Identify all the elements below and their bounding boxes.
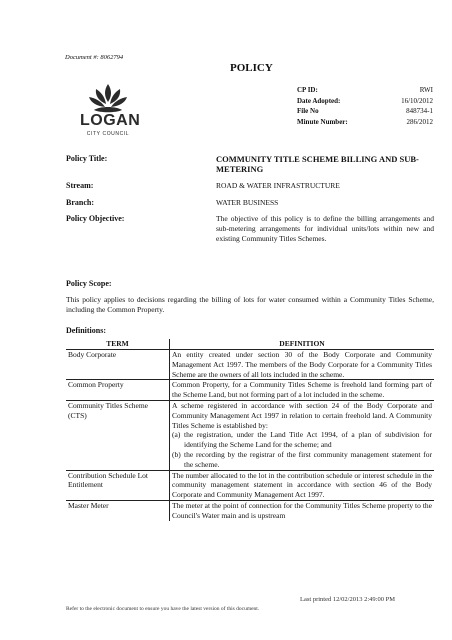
- term-header: TERM: [66, 339, 170, 350]
- list-item: [172, 430, 432, 450]
- definition-cell: The number allocated to the lot in the contribution schedule or interest schedule in the community management statement in accordance with section 46 of the Body Corporate and Community Management Act 1997.: [170, 470, 435, 500]
- stream-label: Stream:: [66, 181, 94, 190]
- table-row: [66, 350, 434, 380]
- term-cell: Body Corporate: [66, 350, 170, 380]
- branch-label: Branch:: [66, 198, 94, 207]
- meta-cp-id: CP ID: RWI: [297, 86, 433, 94]
- footer-note: Refer to the electronic document to ensure you have the latest version of this document.: [66, 606, 260, 612]
- list-text: the registration, under the Land Title Act 1994, of a plan of subdivision for identifying the Scheme Land for the scheme; and: [184, 430, 432, 450]
- logo-name: LOGAN: [80, 112, 141, 129]
- definition-cell: [170, 400, 435, 470]
- logo-subtitle: CITY COUNCIL: [86, 131, 130, 137]
- definitions-table: [66, 339, 434, 521]
- logan-city-council-logo: [80, 80, 141, 156]
- term-cell: Community Titles Scheme (CTS): [66, 400, 170, 470]
- branch-value: WATER BUSINESS: [216, 198, 279, 207]
- policy-title-label: Policy Title:: [66, 154, 108, 163]
- policy-meta: [297, 85, 433, 127]
- policy-title-value: COMMUNITY TITLE SCHEME BILLING AND SUB-METERING: [216, 154, 419, 174]
- table-row: [66, 380, 434, 401]
- stream-value: ROAD & WATER INFRASTRUCTURE: [216, 181, 340, 190]
- term-cell: Master Meter: [66, 500, 170, 520]
- table-row: [66, 400, 434, 470]
- definition-header: DEFINITION: [170, 339, 435, 350]
- meta-date-adopted: Date Adopted: 16/10/2012: [297, 96, 433, 105]
- term-cell: Common Property: [66, 380, 170, 401]
- meta-file-no: File No 848734-1: [297, 107, 433, 115]
- list-item: [172, 450, 432, 470]
- table-row: [66, 500, 434, 520]
- policy-objective-label: Policy Objective:: [66, 214, 125, 223]
- document-number: Document #: 8062794: [65, 54, 124, 61]
- list-marker: (b): [172, 449, 181, 459]
- table-header-row: [66, 339, 434, 350]
- page-title: POLICY: [230, 62, 273, 74]
- list-text: the recording by the registrar of the first community management statement for the scheme.: [184, 449, 432, 469]
- definition-cell: The meter at the point of connection for the Community Titles Scheme property to the Council's Water main and is upstream: [172, 500, 432, 520]
- policy-objective-value: The objective of this policy is to define the billing arrangements and sub-metering arrangements for individual units/lots within new and existing Community Titles Schemes.: [216, 214, 434, 243]
- term-cell: Contribution Schedule Lot Entitlement: [66, 470, 170, 500]
- policy-scope-label: Policy Scope:: [66, 279, 112, 288]
- policy-scope-text: This policy applies to decisions regarding the billing of lots for water consumed within a Community Titles Scheme, including the Common Property.: [66, 295, 434, 314]
- meta-minute-number: Minute Number: 286/2012: [297, 117, 433, 126]
- table-row: [66, 470, 434, 500]
- definitions-label: Definitions:: [66, 326, 106, 335]
- definition-cell: Common Property, for a Community Titles Scheme is freehold land forming part of the Scheme Land, but not forming part of a lot included in the scheme.: [170, 380, 435, 401]
- list-marker: (a): [172, 430, 181, 440]
- last-printed: Last printed 12/02/2013 2:49:00 PM: [300, 596, 395, 603]
- definition-cell: An entity created under section 30 of the Body Corporate and Community Management Act 1997. The members of the Body Corporate for a Community Titles Scheme are the owners of all lots included in the scheme.: [170, 350, 435, 380]
- definition-text: A scheme registered in accordance with section 24 of the Body Corporate and Community Management Act 1997 in relation to certain freehold land. A Community Titles Scheme is established by:: [172, 400, 432, 430]
